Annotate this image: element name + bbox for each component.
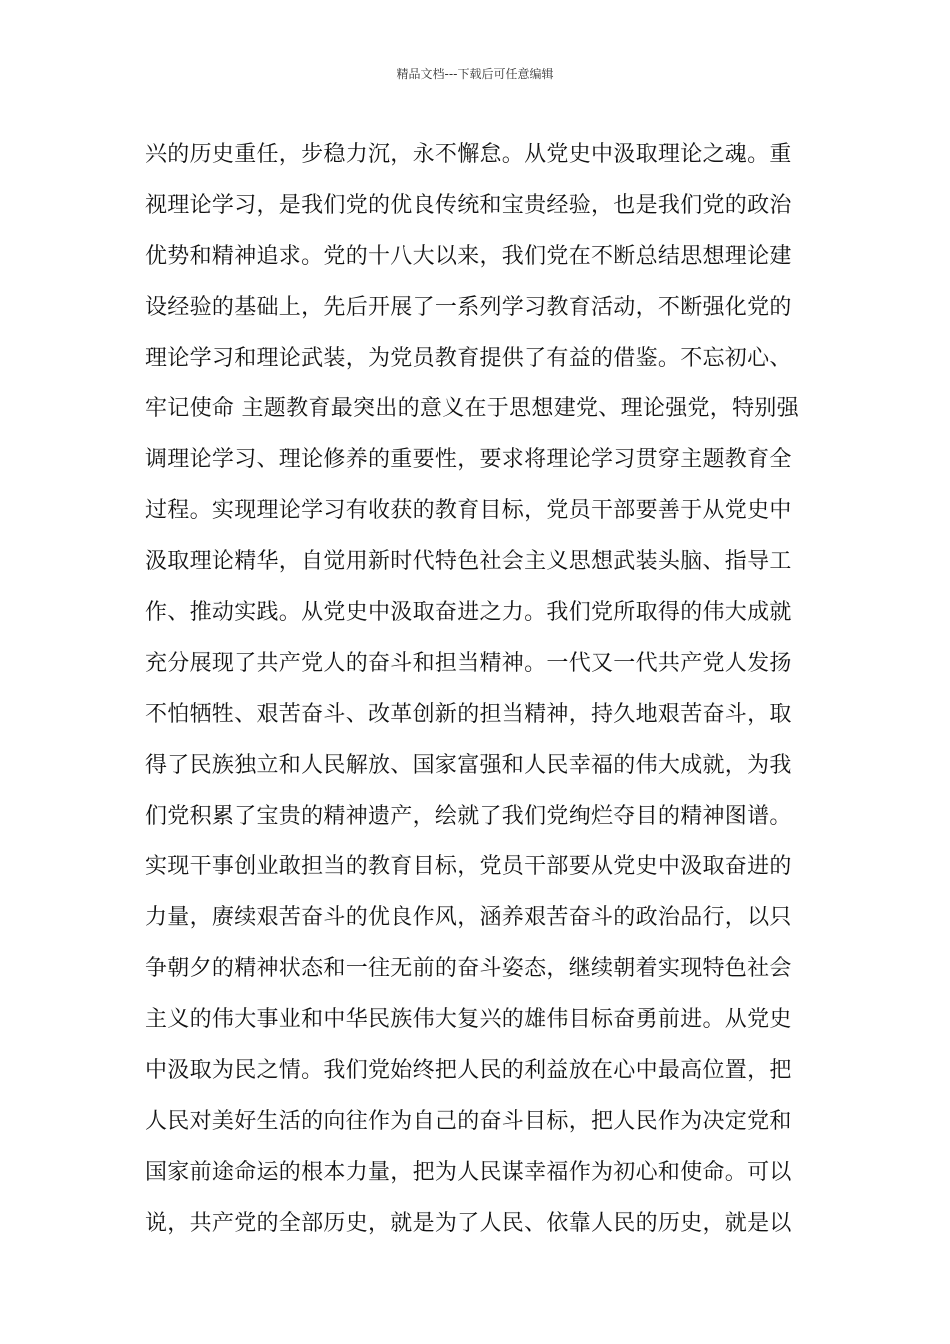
text-line: 争朝夕的精神状态和一往无前的奋斗姿态，继续朝着实现特色社会 [145, 956, 792, 982]
text-line: 过程。实现理论学习有收获的教育目标，党员干部要善于从党史中 [145, 498, 792, 524]
text-line: 兴的历史重任，步稳力沉，永不懈怠。从党史中汲取理论之魂。重 [145, 142, 792, 167]
text-line: 调理论学习、理论修养的重要性，要求将理论学习贯穿主题教育全 [145, 447, 792, 473]
text-line: 主义的伟大事业和中华民族伟大复兴的雄伟目标奋勇前进。从党史 [145, 1007, 792, 1033]
text-line: 说，共产党的全部历史，就是为了人民、依靠人民的历史，就是以 [145, 1210, 792, 1236]
text-line: 优势和精神追求。党的十八大以来，我们党在不断总结思想理论建 [145, 243, 792, 269]
text-line: 不怕牺牲、艰苦奋斗、改革创新的担当精神，持久地艰苦奋斗，取 [145, 701, 792, 727]
text-line: 中汲取为民之情。我们党始终把人民的利益放在心中最高位置，把 [145, 1058, 792, 1084]
text-line: 人民对美好生活的向往作为自己的奋斗目标，把人民作为决定党和 [145, 1108, 792, 1134]
page-header: 精品文档---下载后可任意编辑 [396, 67, 554, 81]
text-line: 力量，赓续艰苦奋斗的优良作风，涵养艰苦奋斗的政治品行，以只 [145, 905, 792, 931]
text-line: 设经验的基础上，先后开展了一系列学习教育活动，不断强化党的 [145, 294, 792, 320]
text-line: 汲取理论精华，自觉用新时代特色社会主义思想武装头脑、指导工 [145, 549, 792, 575]
text-line: 国家前途命运的根本力量，把为人民谋幸福作为初心和使命。可以 [145, 1159, 792, 1185]
text-line: 牢记使命 主题教育最突出的意义在于思想建党、理论强党，特别强 [145, 396, 799, 422]
document-body [145, 130, 815, 1250]
text-line: 理论学习和理论武装，为党员教育提供了有益的借鉴。不忘初心、 [145, 345, 792, 371]
text-line: 们党积累了宝贵的精神遗产，绘就了我们党绚烂夺目的精神图谱。 [145, 803, 792, 829]
text-line: 充分展现了共产党人的奋斗和担当精神。一代又一代共产党人发扬 [145, 650, 792, 676]
text-line: 实现干事创业敢担当的教育目标，党员干部要从党史中汲取奋进的 [145, 854, 792, 880]
text-line: 视理论学习，是我们党的优良传统和宝贵经验，也是我们党的政治 [145, 192, 792, 218]
text-line: 得了民族独立和人民解放、国家富强和人民幸福的伟大成就，为我 [145, 752, 792, 778]
text-line: 作、推动实践。从党史中汲取奋进之力。我们党所取得的伟大成就 [145, 600, 792, 626]
